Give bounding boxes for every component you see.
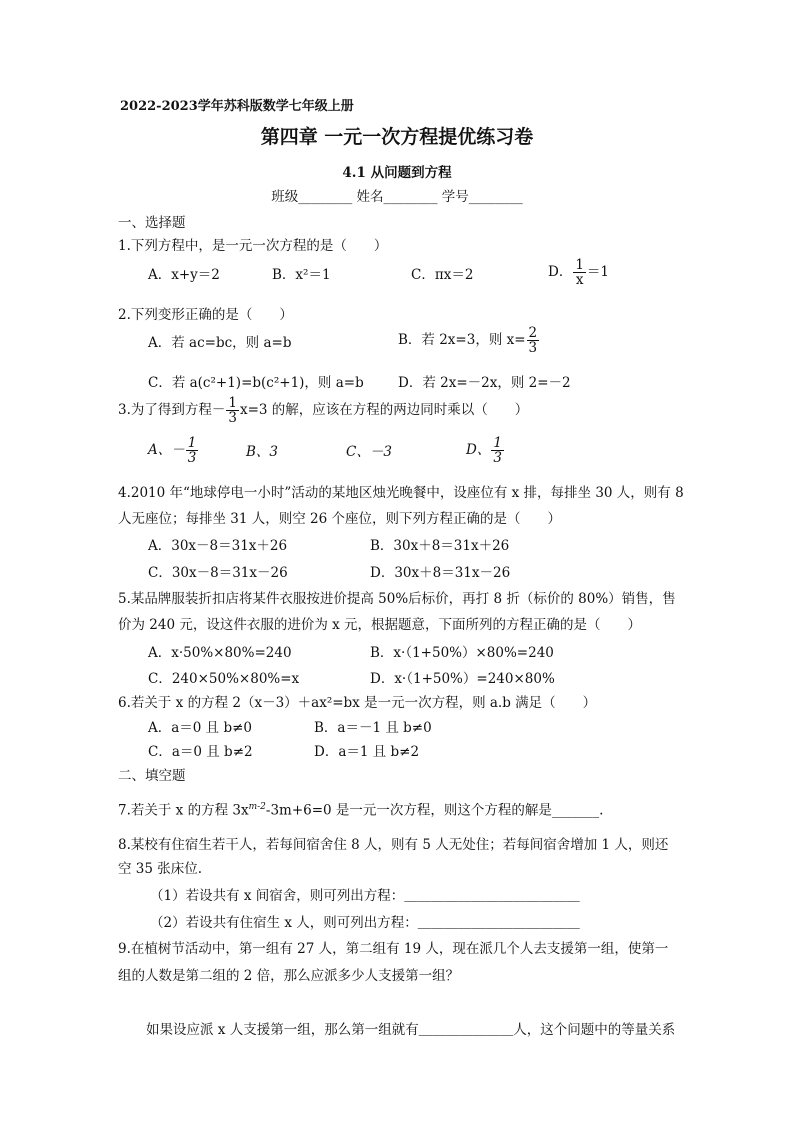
q1-option-a: A．x+y＝2 (148, 267, 220, 283)
fraction-denominator: 3 (528, 340, 538, 356)
question-6-stem: 6.若关于 x 的方程 2（x－3）＋ax²=bx 是一元一次方程，则 a.b 满足（ ） (118, 695, 597, 711)
q3-option-c: C、－3 (346, 444, 392, 460)
fraction-denominator: 3 (187, 450, 197, 466)
student-info-line: 班级________ 姓名________ 学号________ (271, 189, 523, 205)
q5-option-a: A．x·50%×80%=240 (148, 645, 292, 661)
q6-option-d: D．a＝1 且 b≠2 (314, 744, 420, 760)
fraction-denominator: 3 (228, 410, 237, 426)
fraction-denominator: 3 (493, 450, 502, 466)
question-8-line-2: 空 35 张床位. (118, 861, 203, 877)
document-header: 2022-2023学年苏科版数学七年级上册 (120, 99, 354, 114)
question-4-line-2: 人无座位；每排坐 31 人，则空 26 个座位，则下列方程正确的是（ ） (118, 511, 562, 527)
q8-subquestion-2: （2）若设共有住宿生 x 人，则可列出方程：＿＿＿＿＿＿＿＿＿＿＿＿ (150, 915, 580, 931)
question-8-line-1: 8.某校有住宿生若干人，若每间宿舍住 8 人，则有 5 人无处住；若每间宿舍增加 1 人，则还 (118, 837, 669, 853)
question-7-stem (118, 798, 603, 820)
q4-option-d: D．30x＋8＝31x－26 (370, 565, 511, 581)
question-1-stem: 1.下列方程中，是一元一次方程的是（ ） (118, 238, 388, 254)
page-title: 第四章 一元一次方程提优练习卷 (260, 126, 534, 148)
q1-d-suffix: ＝1 (586, 264, 610, 280)
section-subtitle: 4.1 从问题到方程 (342, 165, 452, 181)
question-2-stem: 2.下列变形正确的是（ ） (118, 307, 293, 323)
q6-option-b: B．a＝－1 且 b≠0 (314, 720, 432, 736)
q8-subquestion-1: （1）若设共有 x 间宿舍，则可列出方程：＿＿＿＿＿＿＿＿＿＿＿＿＿ (150, 888, 580, 904)
q7-exponent: m-2 (248, 802, 266, 812)
q5-option-d: D．x·（1+50%）=240×80% (370, 671, 555, 687)
question-3-stem (118, 396, 528, 425)
q1-option-d (548, 258, 609, 287)
fraction (226, 396, 239, 425)
question-9-line-2: 组的人数是第二组的 2 倍，那么应派多少人支援第一组？ (118, 968, 460, 984)
question-4-line-1: 4.2010 年“地球停电一小时”活动的某地区烛光晚餐中，设座位有 x 排，每排坐 30 人，则有 8 (118, 485, 684, 501)
q2-option-d: D．若 2x=－2x，则 2=－2 (398, 375, 571, 391)
question-5-line-1: 5.某品牌服装折扣店将某件衣服按进价提高 50%后标价，再打 8 折（标价的 80%）销售，售 (118, 591, 676, 607)
q5-option-c: C．240×50%×80%=x (148, 671, 300, 687)
fraction-numerator: 2 (528, 325, 538, 341)
q2-option-c: C．若 a(c²+1)=b(c²+1)，则 a=b (148, 375, 364, 391)
q3-d-prefix: D、 (466, 442, 491, 458)
q4-option-c: C．30x－8＝31x－26 (148, 565, 288, 581)
q6-option-a: A．a＝0 且 b≠0 (148, 720, 253, 736)
fraction (573, 258, 586, 287)
fraction (186, 436, 199, 465)
q2-b-prefix: B．若 2x=3，则 x= (398, 332, 526, 348)
q1-d-prefix: D． (548, 264, 573, 280)
q1-option-b: B．x²＝1 (272, 267, 331, 283)
fraction-numerator: 1 (493, 435, 502, 451)
fraction (527, 326, 540, 355)
q4-option-a: A．30x－8＝31x＋26 (148, 538, 288, 554)
q3-stem-prefix: 3.为了得到方程－ (118, 402, 226, 418)
q7-suffix: -3m+6=0 是一元一次方程，则这个方程的解是_______. (265, 802, 604, 819)
fraction (491, 436, 504, 465)
q1-option-c: C．πx＝2 (411, 267, 474, 283)
q5-option-b: B．x·（1+50%）×80%=240 (370, 645, 554, 661)
fraction-numerator: 1 (187, 435, 197, 451)
q3-option-d (466, 436, 505, 465)
q4-option-b: B．30x＋8＝31x＋26 (370, 538, 510, 554)
q7-prefix: 7.若关于 x 的方程 3x (118, 802, 249, 819)
question-9-line-3: 如果设应派 x 人支援第一组，那么第一组就有＿＿＿＿＿＿＿人，这个问题中的等量关系 (146, 1022, 676, 1038)
section-heading-choice: 一、选择题 (118, 215, 186, 231)
q2-option-a: A．若 ac=bc，则 a=b (148, 335, 292, 351)
fraction-denominator: x (575, 272, 584, 288)
question-5-line-2: 价为 240 元，设这件衣服的进价为 x 元，根据题意，下面所列的方程正确的是（ ） (118, 617, 642, 633)
section-heading-fill-in: 二、填空题 (118, 768, 186, 784)
q3-a-prefix: A、－ (148, 442, 185, 458)
q3-option-a (148, 436, 199, 465)
q2-option-b (398, 326, 540, 355)
q3-option-b: B、3 (246, 444, 279, 460)
fraction-numerator: 1 (228, 395, 237, 411)
question-9-line-1: 9.在植树节活动中，第一组有 27 人，第二组有 19 人，现在派几个人去支援第一组，使第一 (118, 941, 669, 957)
q6-option-c: C．a＝0 且 b≠2 (148, 744, 253, 760)
fraction-numerator: 1 (575, 257, 584, 273)
q3-stem-suffix: x=3 的解，应该在方程的两边同时乘以（ ） (239, 402, 529, 418)
